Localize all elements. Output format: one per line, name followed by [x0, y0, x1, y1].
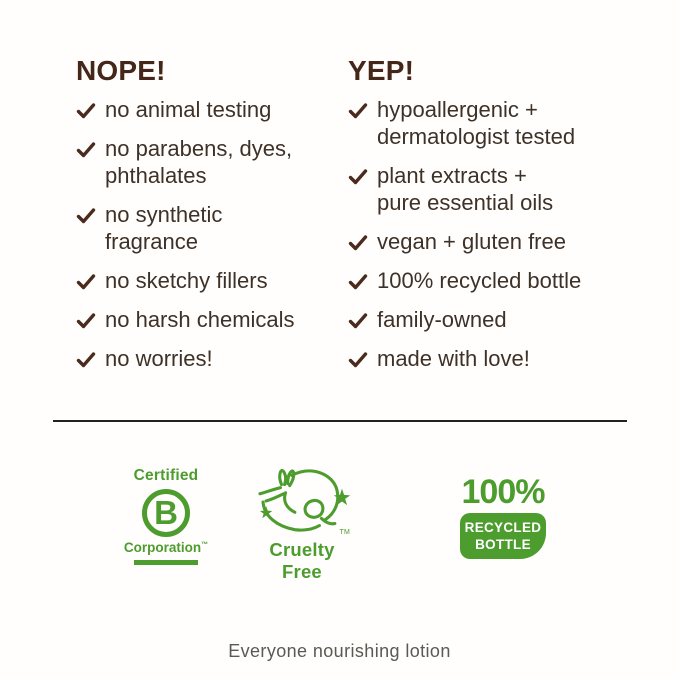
list-item-label: 100% recycled bottle: [377, 268, 582, 293]
checkmark-icon: [348, 311, 368, 331]
checkmark-icon: [348, 272, 368, 292]
recycled-bottle-pill: [460, 513, 546, 559]
list-item: [348, 267, 598, 294]
checkmark-icon: [348, 167, 368, 187]
list-item-label: plant extracts + pure essential oils: [377, 163, 554, 215]
list-item: [76, 201, 304, 255]
bottle-label: BOTTLE: [475, 537, 531, 552]
yep-heading: YEP!: [348, 55, 415, 86]
recycled-bottle-badge: [458, 475, 548, 559]
product-caption: Everyone nourishing lotion: [228, 641, 451, 661]
cruelty-free-badge: [248, 462, 356, 583]
recycled-percent-label: 100%: [461, 473, 545, 511]
nope-heading: NOPE!: [76, 55, 166, 86]
leaping-bunny-icon: [250, 462, 354, 542]
list-item-label: vegan + gluten free: [377, 229, 566, 254]
list-item: [76, 96, 304, 123]
list-item-label: no harsh chemicals: [105, 307, 295, 332]
list-item: [76, 345, 304, 372]
checkmark-icon: [76, 350, 96, 370]
yep-column: [348, 54, 598, 384]
list-item: [76, 135, 304, 189]
list-item-label: no sketchy fillers: [105, 268, 268, 293]
nope-column: [76, 54, 304, 384]
list-item: [348, 162, 598, 216]
list-item: [348, 345, 598, 372]
recycled-label: RECYCLED: [464, 520, 542, 535]
checkmark-icon: [76, 140, 96, 160]
list-item: [348, 306, 598, 333]
cruelty-free-label: TM Cruelty Free: [269, 529, 350, 582]
checkmark-icon: [348, 101, 368, 121]
list-item-label: no parabens, dyes, phthalates: [105, 136, 293, 188]
nope-list: [76, 96, 304, 372]
b-corp-certified-label: Certified: [133, 467, 199, 484]
list-item: [348, 96, 598, 150]
checkmark-icon: [348, 350, 368, 370]
list-item: [348, 228, 598, 255]
b-corp-underline: [134, 560, 198, 565]
b-corp-badge: [118, 467, 214, 565]
yep-list: [348, 96, 598, 372]
list-item-label: made with love!: [377, 346, 530, 371]
checkmark-icon: [76, 272, 96, 292]
trademark-symbol: ™: [201, 541, 209, 549]
divider-line: [53, 420, 627, 422]
trademark-symbol: TM: [339, 529, 350, 536]
list-item: [76, 306, 304, 333]
list-item-label: hypoallergenic + dermatologist tested: [377, 97, 576, 149]
list-item-label: family-owned: [377, 307, 507, 332]
checkmark-icon: [76, 101, 96, 121]
b-corp-circle-icon: [142, 489, 190, 537]
b-corp-letter: B: [154, 493, 178, 531]
list-item-label: no animal testing: [105, 97, 272, 122]
b-corp-corporation-label: Corporation™: [123, 540, 209, 555]
list-item-label: no synthetic fragrance: [105, 202, 223, 254]
checkmark-icon: [76, 311, 96, 331]
list-item-label: no worries!: [105, 346, 213, 371]
checkmark-icon: [348, 233, 368, 253]
checkmark-icon: [76, 206, 96, 226]
list-item: [76, 267, 304, 294]
